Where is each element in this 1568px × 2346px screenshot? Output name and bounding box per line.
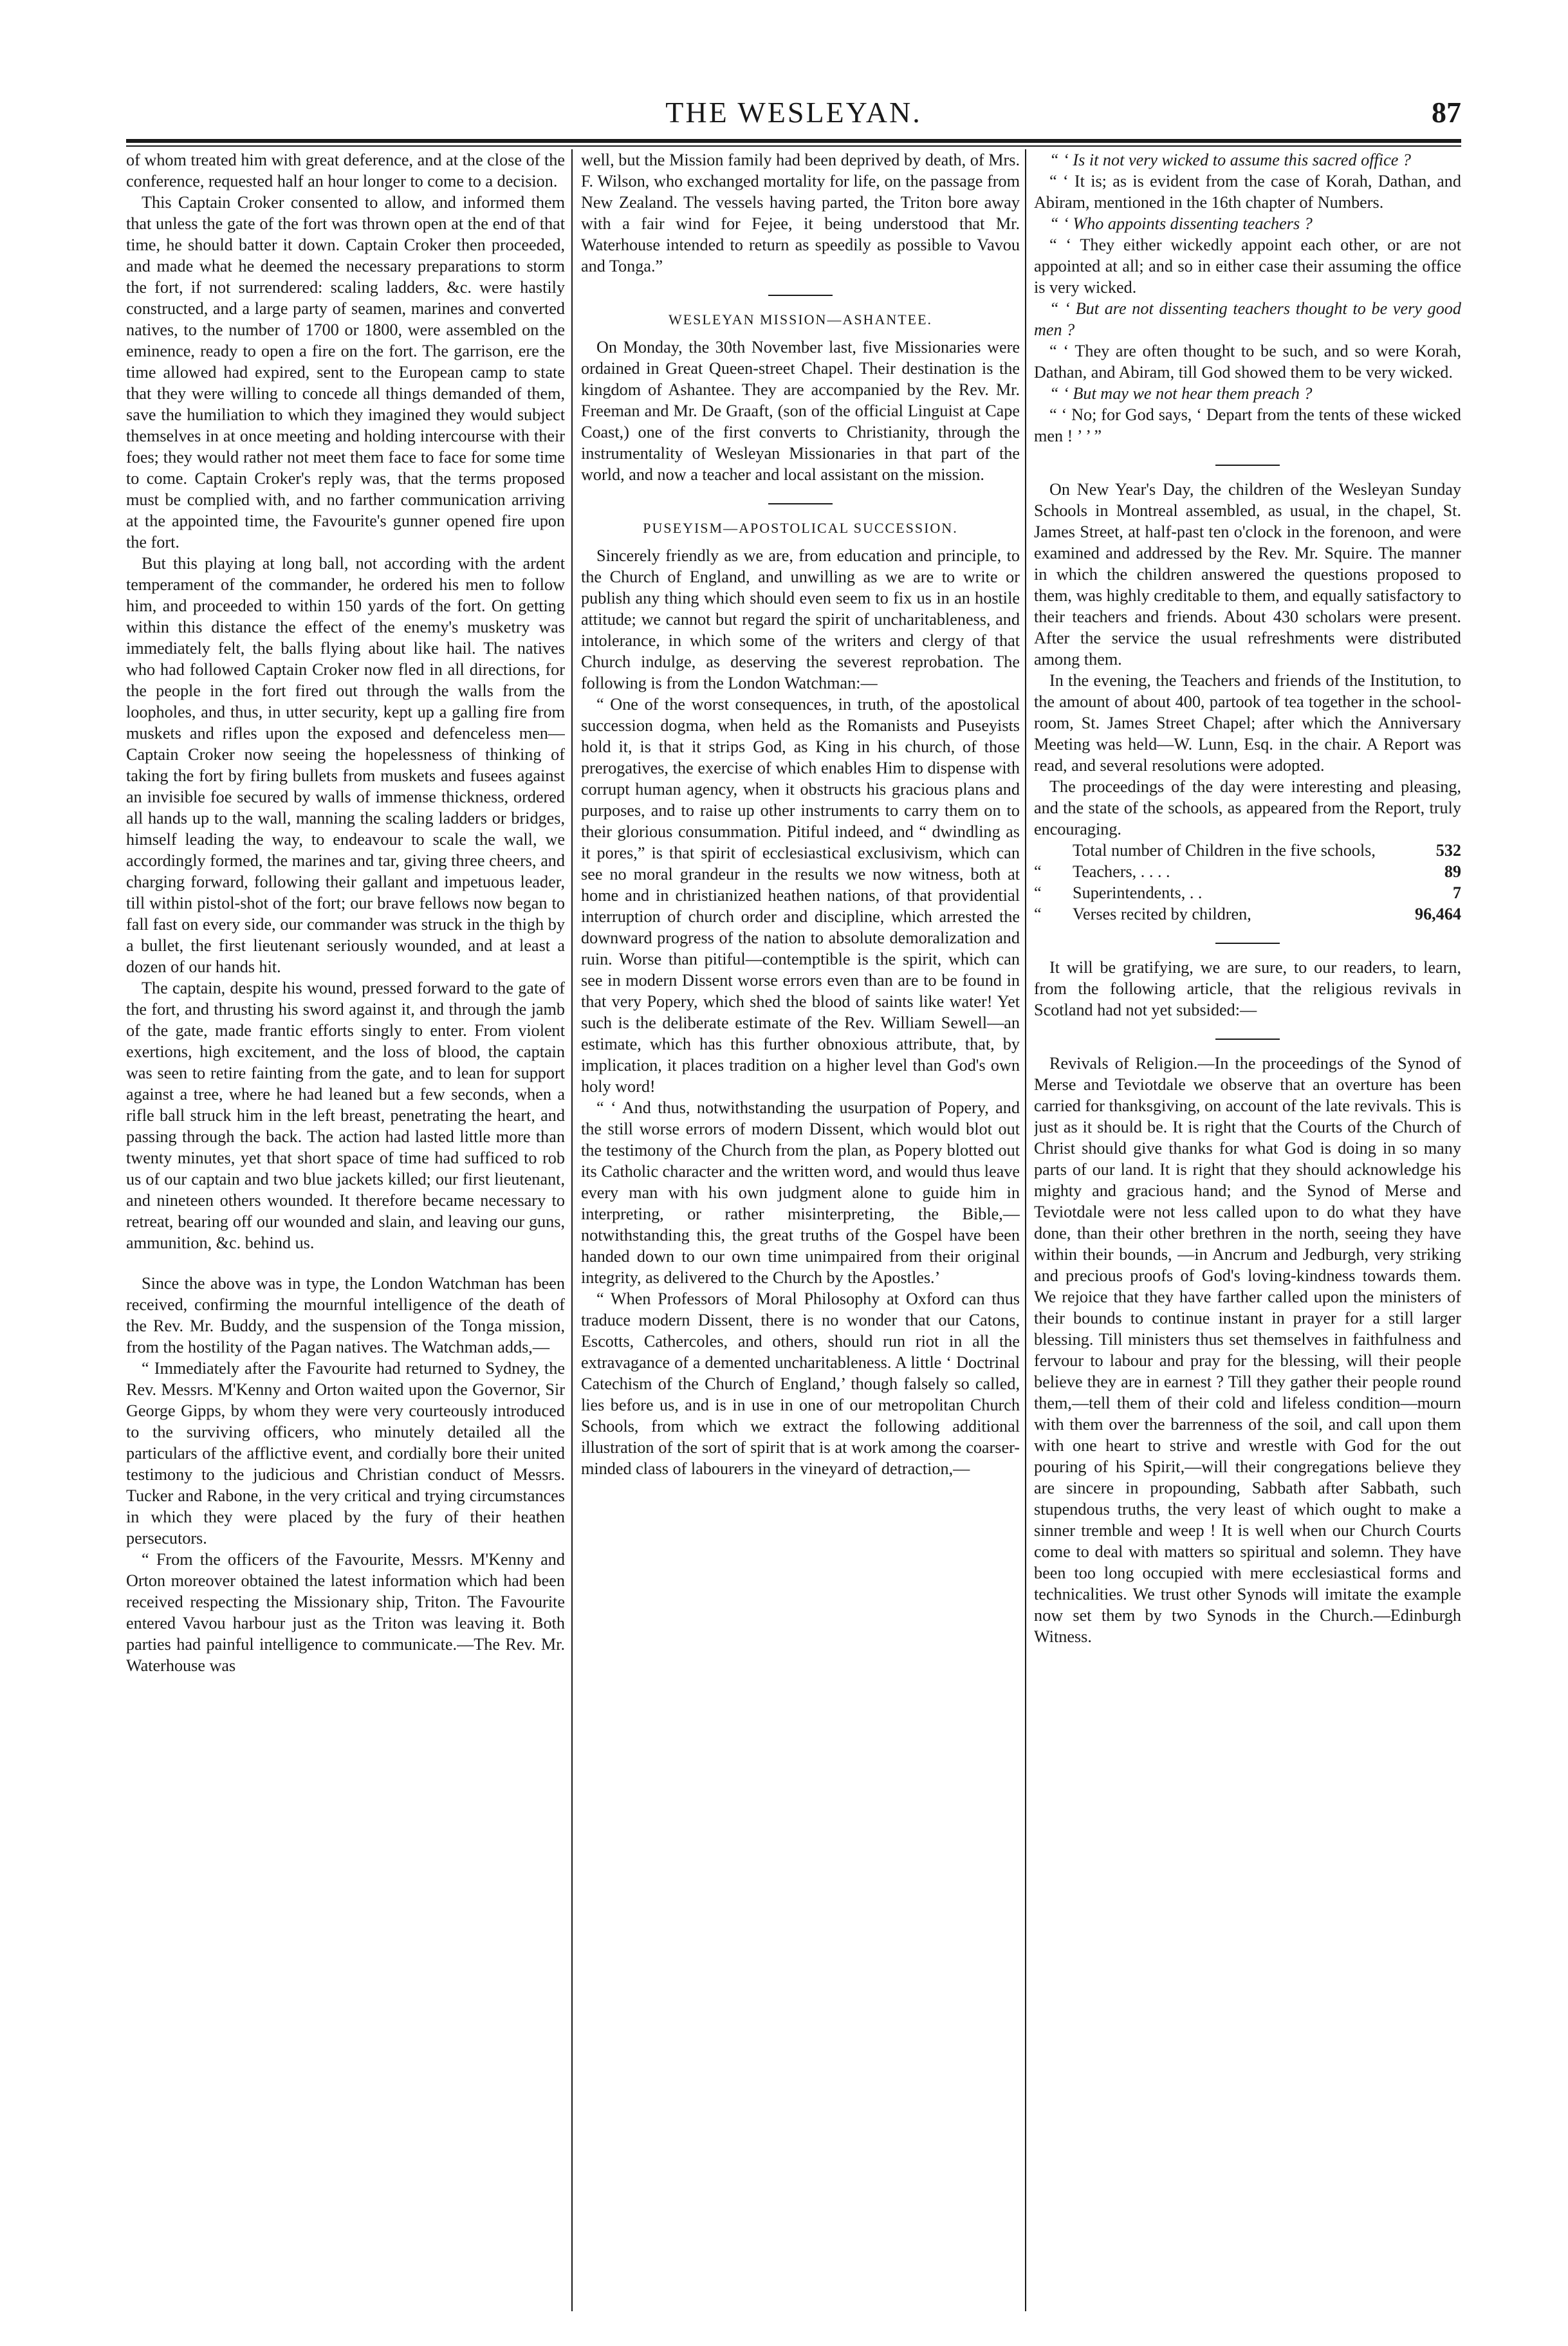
ditto-mark: “ (1034, 905, 1042, 923)
table-row (1034, 861, 1461, 882)
column-3 (1034, 149, 1461, 2316)
paragraph: In the evening, the Teachers and friends of the Institution, to the amount of about 400, partook of tea together in the school-room, St. James Street Chapel; after which the Anniversary Meeting was held—W. Lunn, Esq. in the chair. A Report was read, and several resolutions were adopted. (1034, 671, 1461, 775)
header-rule-thin (126, 145, 1461, 147)
page-number: 87 (1432, 96, 1461, 129)
paragraph: “ One of the worst consequences, in truth, of the apostolical succession dogma, when held as the Romanists and Puseyists hold it, is that it strips God, as King in his church, of those prerogatives, the exercise of which enables Him to dispense with corrupt human agency, when it obstructs his gracious plans and purposes, and to raise up other instruments to carry them on to their glorious consummation. Pitiful indeed, and “ dwindling as it pores,” is that spirit of ecclesiastical exclusivism, which can see no moral grandeur in the results we now witness, both at home and in christianized heathen nations, of that providential interruption of church order and discipline, which arrested the downward progress of the nation to absolute demoralization and ruin. Worse than pitiful—contemptible is the spirit, which can see in modern Dissent worse errors even than are to be found in that very Popery, which shed the blood of saints like water! Yet such is the deliberate estimate of the Rev. William Sewell—an estimate, which has this further obnoxious attribute, that, by implication, it places tradition on a higher level than God's own holy word! (581, 695, 1020, 1096)
paragraph: Revivals of Religion.—In the proceedings of the Synod of Merse and Teviotdale we observe that an overture has been carried for thanksgiving, on account of the late revivals. This is just as it should be. It is right that the Courts of the Church of Christ should give thanks for what God is doing in so many parts of our land. It is right that they should acknowledge his mighty and gracious hand; and the Synod of Merse and Teviotdale were not less called upon to do what they have done, than their other brethren in the north, seeing they have within their bounds, —in Ancrum and Jedburgh, very striking and precious proofs of God's loving-kindness towards them. We rejoice that they have farther called upon the ministers of their bounds to continue instant in prayer for a still larger blessing. Till ministers thus set themselves in faithfulness and fervour to labour and pray for the blessing, will their people believe they are in earnest ? Till they gather their people round them,—tell them of their cold and lifeless condition—mourn with them over the barrenness of the soil, and call upon them with one heart to strive and wrestle with God for the out pouring of his Spirit,—will their congregations believe they are sincere in propounding, Sabbath after Sabbath, such stupendous truths, the very least of which ought to make a sinner tremble and weep ! It is well when our Church Courts come to deal with matters so spiritual and solemn. They have been too long occupied with mere ecclesiastical forms and technicalities. We trust other Synods will imitate the example now set them by two Synods in the Church.—Edinburgh Witness. (1034, 1054, 1461, 1646)
catechism-answer: “ ‘ No; for God says, ‘ Depart from the tents of these wicked men ! ’ ’ ” (1034, 405, 1461, 445)
paragraph: This Captain Croker consented to allow, and informed them that unless the gate of the fort was thrown open at the end of that time, he should batter it down. Captain Croker then proceeded, and made what he deemed the necessary preparations to storm the fort, if not surrendered: scaling ladders, &c. were hastily constructed, and a large party of seamen, marines and converted natives, to the number of 1700 or 1800, were assembled on the eminence, ready to open a fire on the fort. The garrison, ere the time allowed had expired, sent to the European camp to state that they were willing to concede all things demanded of them, save the humiliation to which they imagined they would subject themselves in at once meeting and holding intercourse with their foes; they would rather not meet them face to face for some time to come. Captain Croker's reply was, that the terms proposed must be complied with, and no farther communication arriving at the appointed time, the Favourite's gunner opened fire upon the fort. (126, 193, 565, 551)
catechism-question: “ ‘ Is it not very wicked to assume this sacred office ? (1049, 151, 1411, 169)
header-rule (126, 139, 1461, 143)
stat-value: 532 (1435, 841, 1461, 860)
table-row (1034, 882, 1461, 903)
masthead (126, 90, 1461, 135)
section-separator (1215, 465, 1280, 466)
stat-value: 7 (1452, 883, 1461, 902)
catechism-question: “ ‘ But are not dissenting teachers thought to be very good men ? (1034, 299, 1461, 339)
stat-value: 89 (1444, 862, 1461, 881)
ditto-mark (1034, 840, 1073, 861)
paragraph: “ When Professors of Moral Philosophy at Oxford can thus traduce modern Dissent, there is no wonder that our Catons, Escotts, Cathercoles, and others, should run riot in all the extravagance of a demented uncharitableness. A little ‘ Doctrinal Catechism of the Church of England,’ though falsely so called, lies before us, and is in use in one of our metropolitan Church Schools, from which we extract the following additional illustration of the sort of spirit that is at work among the coarser-minded class of labourers in the vineyard of detraction,— (581, 1289, 1020, 1478)
stat-label: Verses recited by children, (1073, 905, 1251, 923)
paragraph: well, but the Mission family had been deprived by death, of Mrs. F. Wilson, who exchanged mortality for life, on the passage from New Zealand. The vessels having parted, the Triton bore away with a fair wind for Fejee, it being understood that Mr. Waterhouse intended to return as speedily as possible to Vavou and Tonga.” (581, 151, 1020, 275)
newspaper-title: THE WESLEYAN. (665, 96, 922, 129)
stat-label: Superintendents, . . (1073, 883, 1203, 902)
paragraph: But this playing at long ball, not according with the ardent temperament of the commander, he ordered his men to follow him, and proceeded to within 150 yards of the fort. On getting within this distance the effect of the enemy's musketry was immediately felt, the balls flying about like hail. The natives who had followed Captain Croker now fled in all directions, for the people in the fort fired out through the walls from the loopholes, and thus, in utter security, kept up a galling fire from muskets and rifles upon the exposed and defenceless men—Captain Croker now seeing the hopelessness of thinking of taking the fort by firing bullets from muskets and fusees against an invisible foe secured by walls of immense thickness, ordered all hands up to the wall, manning the scaling ladders or bridges, himself leading the way, to endeavour to scale the wall, we accordingly formed, the marines and tar, giving three cheers, and charging forward, following their gallant and impetuous leader, till within pistol-shot of the fort; our brave fellows now began to fall fast on every side, our commander was struck in the thigh by a bullet, the first lieutenant seriously wounded, and at least a dozen of our hands hit. (126, 554, 565, 976)
paragraph: “ From the officers of the Favourite, Messrs. M'Kenny and Orton moreover obtained the latest information which had been received respecting the Missionary ship, Triton. The Favourite entered Vavou harbour just as the Triton was leaving it. Both parties had painful intelligence to communicate.—The Rev. Mr. Waterhouse was (126, 1550, 565, 1675)
catechism-question: “ ‘ Who appoints dissenting teachers ? (1049, 214, 1313, 233)
paragraph: On New Year's Day, the children of the Wesleyan Sunday Schools in Montreal assembled, as usual, in the chapel, St. James Street, at half-past ten o'clock in the forenoon, and were examined and addressed by the Rev. Mr. Squire. The manner in which the children answered the questions proposed to them, was highly creditable to them, and equally satisfactory to their teachers and friends. About 430 scholars were present. After the service the usual refreshments were distributed among them. (1034, 480, 1461, 669)
catechism-answer: “ ‘ They either wickedly appoint each other, or are not appointed at all; and so in either case their assuming the office is very wicked. (1034, 236, 1461, 297)
catechism-answer: “ ‘ It is; as is evident from the case of Korah, Dathan, and Abiram, mentioned in the 16th chapter of Numbers. (1034, 172, 1461, 212)
paragraph: Sincerely friendly as we are, from education and principle, to the Church of England, and unwilling as we are to write or publish any thing which should even seem to fix us in an hostile attitude; we cannot but regard the spirit of uncharitableness, and intolerance, in which some of the writers and clergy of that Church indulge, as deserving the severest reprobation. The following is from the London Watchman:— (581, 546, 1020, 692)
column-2 (581, 149, 1020, 2316)
ditto-mark: “ (1034, 883, 1042, 902)
section-heading: WESLEYAN MISSION—ASHANTEE. (668, 311, 933, 328)
column-divider-2 (1025, 149, 1026, 2311)
section-heading: PUSEYISM—APOSTOLICAL SUCCESSION. (643, 520, 958, 536)
table-row (1034, 903, 1461, 925)
stat-value: 96,464 (1414, 905, 1461, 923)
section-separator (768, 295, 833, 296)
spacer (126, 1253, 565, 1273)
paragraph: Since the above was in type, the London Watchman has been received, confirming the mournful intelligence of the death of the Rev. Mr. Buddy, and the suspension of the Tonga mission, from the hostility of the Pagan natives. The Watchman adds,— (126, 1274, 565, 1356)
paragraph: “ Immediately after the Favourite had returned to Sydney, the Rev. Messrs. M'Kenny and Orton waited upon the Governor, Sir George Gipps, by whom they were very courteously introduced to the surviving officers, who minutely detailed all the particulars of the afflictive event, and cordially bore their united testimony to the judicious and Christian conduct of Messrs. Tucker and Rabone, in the very critical and trying circumstances in which they were placed by the fury of their heathen persecutors. (126, 1359, 565, 1547)
catechism-question: “ ‘ But may we not hear them preach ? (1049, 384, 1313, 403)
statistics-table (1034, 840, 1461, 925)
column-1 (126, 149, 565, 2316)
section-separator (768, 503, 833, 504)
ditto-mark: “ (1034, 862, 1042, 881)
stat-label: Teachers, . . . . (1073, 862, 1170, 881)
table-row (1034, 840, 1461, 861)
paragraph: The captain, despite his wound, pressed forward to the gate of the fort, and thrusting his sword against it, and through the jamb of the gate, made frantic efforts singly to enter. From violent exertions, high excitement, and the loss of blood, the captain was seen to retire fainting from the gate, and to lean for support against a tree, where he had leaned but a few seconds, when a rifle ball struck him in the left breast, penetrating the heart, and passing through the back. The action had lasted little more than twenty minutes, yet that short space of time had sufficed to rob us of our captain and two blue jackets killed; our first lieutenant, and nineteen others wounded. It therefore became necessary to retreat, bearing off our wounded and slain, and leaving our guns, ammunition, &c. behind us. (126, 979, 565, 1252)
column-divider-1 (571, 149, 573, 2311)
paragraph: “ ‘ And thus, notwithstanding the usurpation of Popery, and the still worse errors of modern Dissent, which would blot out the testimony of the Church from the plan, as Popery blotted out its Catholic character and the written word, and would thus leave every man with his own judgment alone to guide him in interpreting, or rather misinterpreting, the Bible,—notwithstanding this, the great truths of the Gospel have been handed down to our own time unimpaired from their original integrity, as delivered to the Church by the Apostles.’ (581, 1098, 1020, 1287)
section-separator (1215, 1039, 1280, 1040)
paragraph: of whom treated him with great deference, and at the close of the conference, requested half an hour longer to come to a decision. (126, 151, 565, 190)
paragraph: The proceedings of the day were interesting and pleasing, and the state of the schools, as appeared from the Report, truly encouraging. (1034, 777, 1461, 838)
stat-label: Total number of Children in the five schools, (1073, 841, 1376, 860)
section-separator (1215, 943, 1280, 944)
catechism-answer: “ ‘ They are often thought to be such, and so were Korah, Dathan, and Abiram, till God showed them to be very wicked. (1034, 342, 1461, 382)
paragraph: It will be gratifying, we are sure, to our readers, to learn, from the following article, that the religious revivals in Scotland had not yet subsided:— (1034, 958, 1461, 1019)
paragraph: On Monday, the 30th November last, five Missionaries were ordained in Great Queen-street Chapel. Their destination is the kingdom of Ashantee. They are accompanied by the Rev. Mr. Freeman and Mr. De Graaft, (son of the official Linguist at Cape Coast,) one of the first converts to Christianity, through the instrumentality of Wesleyan Missionaries in that part of the world, and now a teacher and local assistant on the mission. (581, 338, 1020, 484)
